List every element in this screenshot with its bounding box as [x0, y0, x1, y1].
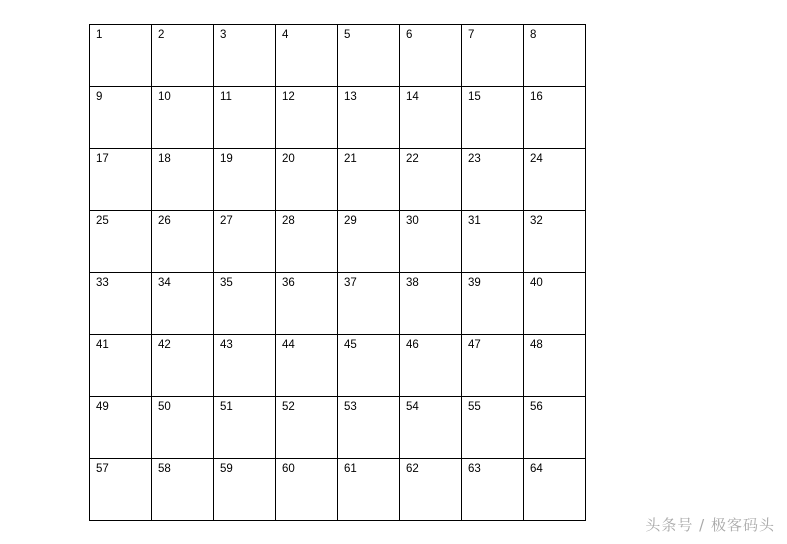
- table-row: [90, 25, 586, 87]
- grid-cell[interactable]: 11: [214, 87, 276, 149]
- grid-cell[interactable]: 53: [338, 397, 400, 459]
- grid-cell[interactable]: 59: [214, 459, 276, 521]
- grid-cell[interactable]: 26: [152, 211, 214, 273]
- grid-cell[interactable]: 58: [152, 459, 214, 521]
- grid-cell[interactable]: 33: [90, 273, 152, 335]
- table-row: [90, 211, 586, 273]
- grid-cell[interactable]: 24: [524, 149, 586, 211]
- grid-cell[interactable]: 5: [338, 25, 400, 87]
- table-row: [90, 87, 586, 149]
- grid-cell[interactable]: 9: [90, 87, 152, 149]
- grid-cell[interactable]: 44: [276, 335, 338, 397]
- grid-cell[interactable]: 62: [400, 459, 462, 521]
- grid-cell[interactable]: 50: [152, 397, 214, 459]
- grid-cell[interactable]: 51: [214, 397, 276, 459]
- grid-cell[interactable]: 63: [462, 459, 524, 521]
- grid-cell[interactable]: 25: [90, 211, 152, 273]
- table-row: [90, 459, 586, 521]
- grid-cell[interactable]: 19: [214, 149, 276, 211]
- grid-cell[interactable]: 56: [524, 397, 586, 459]
- grid-cell[interactable]: 18: [152, 149, 214, 211]
- grid-cell[interactable]: 6: [400, 25, 462, 87]
- grid-cell[interactable]: 12: [276, 87, 338, 149]
- grid-cell[interactable]: 27: [214, 211, 276, 273]
- grid-cell[interactable]: 30: [400, 211, 462, 273]
- grid-cell[interactable]: 46: [400, 335, 462, 397]
- grid-cell[interactable]: 7: [462, 25, 524, 87]
- table-row: [90, 397, 586, 459]
- grid-cell[interactable]: 16: [524, 87, 586, 149]
- number-grid-table: [89, 24, 586, 521]
- table-row: [90, 273, 586, 335]
- grid-cell[interactable]: 48: [524, 335, 586, 397]
- table-row: [90, 149, 586, 211]
- grid-cell[interactable]: 2: [152, 25, 214, 87]
- grid-cell[interactable]: 21: [338, 149, 400, 211]
- grid-cell[interactable]: 42: [152, 335, 214, 397]
- grid-cell[interactable]: 57: [90, 459, 152, 521]
- grid-cell[interactable]: 54: [400, 397, 462, 459]
- grid-cell[interactable]: 38: [400, 273, 462, 335]
- table-row: [90, 335, 586, 397]
- grid-cell[interactable]: 41: [90, 335, 152, 397]
- grid-cell[interactable]: 36: [276, 273, 338, 335]
- watermark-text: 头条号 / 极客码头: [645, 516, 775, 534]
- grid-cell[interactable]: 49: [90, 397, 152, 459]
- grid-cell[interactable]: 47: [462, 335, 524, 397]
- grid-cell[interactable]: 60: [276, 459, 338, 521]
- grid-cell[interactable]: 15: [462, 87, 524, 149]
- grid-cell[interactable]: 1: [90, 25, 152, 87]
- grid-cell[interactable]: 55: [462, 397, 524, 459]
- grid-cell[interactable]: 34: [152, 273, 214, 335]
- grid-cell[interactable]: 40: [524, 273, 586, 335]
- number-grid-body: [90, 25, 586, 521]
- grid-cell[interactable]: 22: [400, 149, 462, 211]
- grid-cell[interactable]: 8: [524, 25, 586, 87]
- grid-cell[interactable]: 29: [338, 211, 400, 273]
- grid-cell[interactable]: 32: [524, 211, 586, 273]
- grid-cell[interactable]: 31: [462, 211, 524, 273]
- grid-cell[interactable]: 13: [338, 87, 400, 149]
- grid-cell[interactable]: 28: [276, 211, 338, 273]
- grid-cell[interactable]: 61: [338, 459, 400, 521]
- grid-cell[interactable]: 64: [524, 459, 586, 521]
- grid-cell[interactable]: 52: [276, 397, 338, 459]
- grid-cell[interactable]: 20: [276, 149, 338, 211]
- grid-cell[interactable]: 4: [276, 25, 338, 87]
- grid-cell[interactable]: 35: [214, 273, 276, 335]
- grid-cell[interactable]: 37: [338, 273, 400, 335]
- grid-cell[interactable]: 39: [462, 273, 524, 335]
- grid-cell[interactable]: 45: [338, 335, 400, 397]
- grid-cell[interactable]: 43: [214, 335, 276, 397]
- grid-cell[interactable]: 23: [462, 149, 524, 211]
- grid-cell[interactable]: 10: [152, 87, 214, 149]
- grid-cell[interactable]: 14: [400, 87, 462, 149]
- grid-cell[interactable]: 17: [90, 149, 152, 211]
- grid-cell[interactable]: 3: [214, 25, 276, 87]
